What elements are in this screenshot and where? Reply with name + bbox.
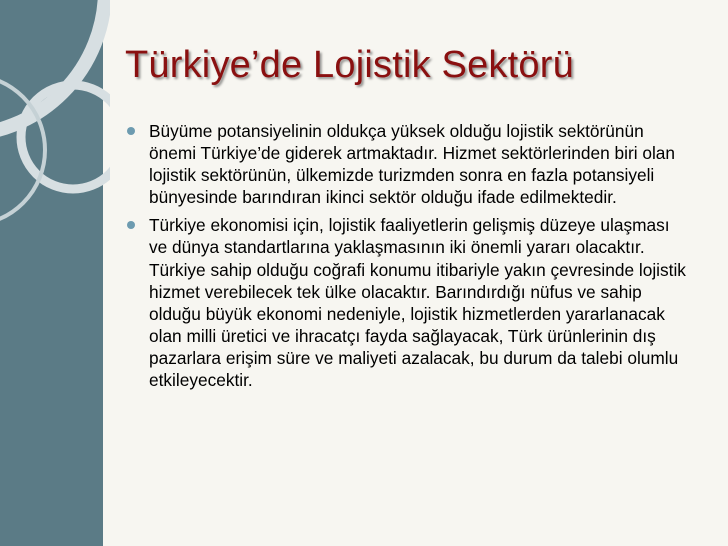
small-circle-ring: [21, 85, 110, 189]
bullet-list: [127, 120, 687, 397]
bullet-text: Büyüme potansiyelinin oldukça yüksek olduğu lojistik sektörünün önemi Türkiye’de giderek artmaktadır. Hizmet sektörlerinden biri olan lojistik sektörünün, ülkemizde turizmden sonra en fazla potansiyeli bünyesinde barındıran ikinci sektör olduğu ifade edilmektedir.: [149, 121, 676, 208]
slide-title: Türkiye’de Lojistik Sektörü: [125, 44, 574, 86]
bullet-dot-icon: [127, 221, 135, 229]
bullet-item: [127, 214, 687, 391]
bullet-item: [127, 120, 687, 208]
decorative-circles: [0, 0, 110, 546]
bullet-text: Türkiye ekonomisi için, lojistik faaliyetlerin gelişmiş düzeye ulaşması ve dünya standartlarına yaklaşmasının iki önemli yararı olacaktır. Türkiye sahip olduğu coğrafi konumu itibariyle yakın çevresinde lojistik hizmet verebilecek tek ülke olacaktır. Barındırdığı nüfus ve sahip olduğu büyük ekonomi nedeniyle, lojistik hizmetlerden yararlanacak olan milli üretici ve ihracatçı fayda sağlayacak, Türk ürünlerinin dış pazarlara erişim süre ve maliyeti azalacak, bu durum da talebi olumlu etkileyecektir.: [149, 215, 686, 391]
bullet-dot-icon: [127, 127, 135, 135]
large-circle-arc: [0, 0, 105, 135]
